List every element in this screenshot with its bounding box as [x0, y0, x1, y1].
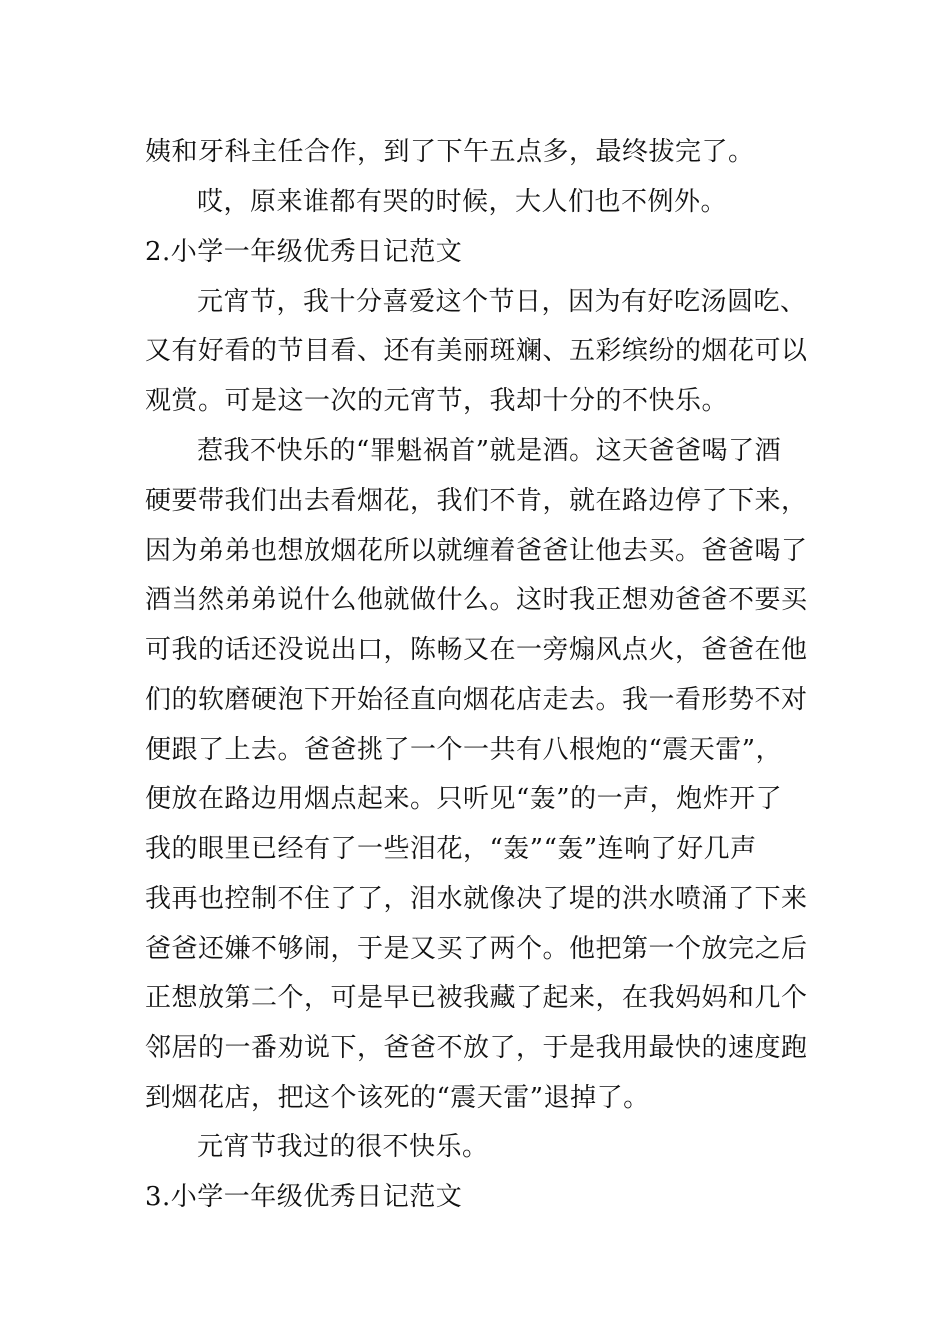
text-line: 们的软磨硬泡下开始径直向烟花店走去。我一看形势不对	[145, 685, 808, 715]
text-line: 正想放第二个，可是早已被我藏了起来，在我妈妈和几个	[145, 983, 808, 1013]
text-line: 可我的话还没说出口，陈畅又在一旁煽风点火，爸爸在他	[145, 635, 808, 665]
paragraph-line: 惹我不快乐的“罪魁祸首”就是酒。这天爸爸喝了酒	[197, 436, 782, 466]
paragraph-line: 元宵节我过的很不快乐。	[197, 1132, 489, 1162]
text-line: 到烟花店，把这个该死的“震天雷”退掉了。	[145, 1083, 650, 1113]
text-line: 爸爸还嫌不够闹，于是又买了两个。他把第一个放完之后	[145, 934, 808, 964]
text-line: 观赏。可是这一次的元宵节，我却十分的不快乐。	[145, 386, 729, 416]
text-line: 我的眼里已经有了一些泪花，“轰”“轰”连响了好几声	[145, 834, 757, 864]
text-line: 又有好看的节目看、还有美丽斑斓、五彩缤纷的烟花可以	[145, 336, 808, 366]
text-line: 姨和牙科主任合作，到了下午五点多，最终拔完了。	[145, 137, 755, 167]
text-line: 便跟了上去。爸爸挑了一个一共有八根炮的“震天雷”，	[145, 735, 783, 765]
text-line: 硬要带我们出去看烟花，我们不肯，就在路边停了下来，	[145, 486, 808, 516]
text-line: 我再也控制不住了了，泪水就像决了堤的洪水喷涌了下来	[145, 884, 808, 914]
text-line: 邻居的一番劝说下，爸爸不放了，于是我用最快的速度跑	[145, 1033, 808, 1063]
text-line: 便放在路边用烟点起来。只听见“轰”的一声，炮炸开了	[145, 784, 783, 814]
section-heading: 3.小学一年级优秀日记范文	[145, 1182, 463, 1212]
section-heading: 2.小学一年级优秀日记范文	[145, 237, 463, 267]
paragraph-line: 元宵节，我十分喜爱这个节日，因为有好吃汤圆吃、	[197, 287, 807, 317]
text-line: 酒当然弟弟说什么他就做什么。这时我正想劝爸爸不要买	[145, 585, 808, 615]
paragraph-line: 哎，原来谁都有哭的时候，大人们也不例外。	[197, 187, 728, 217]
text-line: 因为弟弟也想放烟花所以就缠着爸爸让他去买。爸爸喝了	[145, 536, 808, 566]
